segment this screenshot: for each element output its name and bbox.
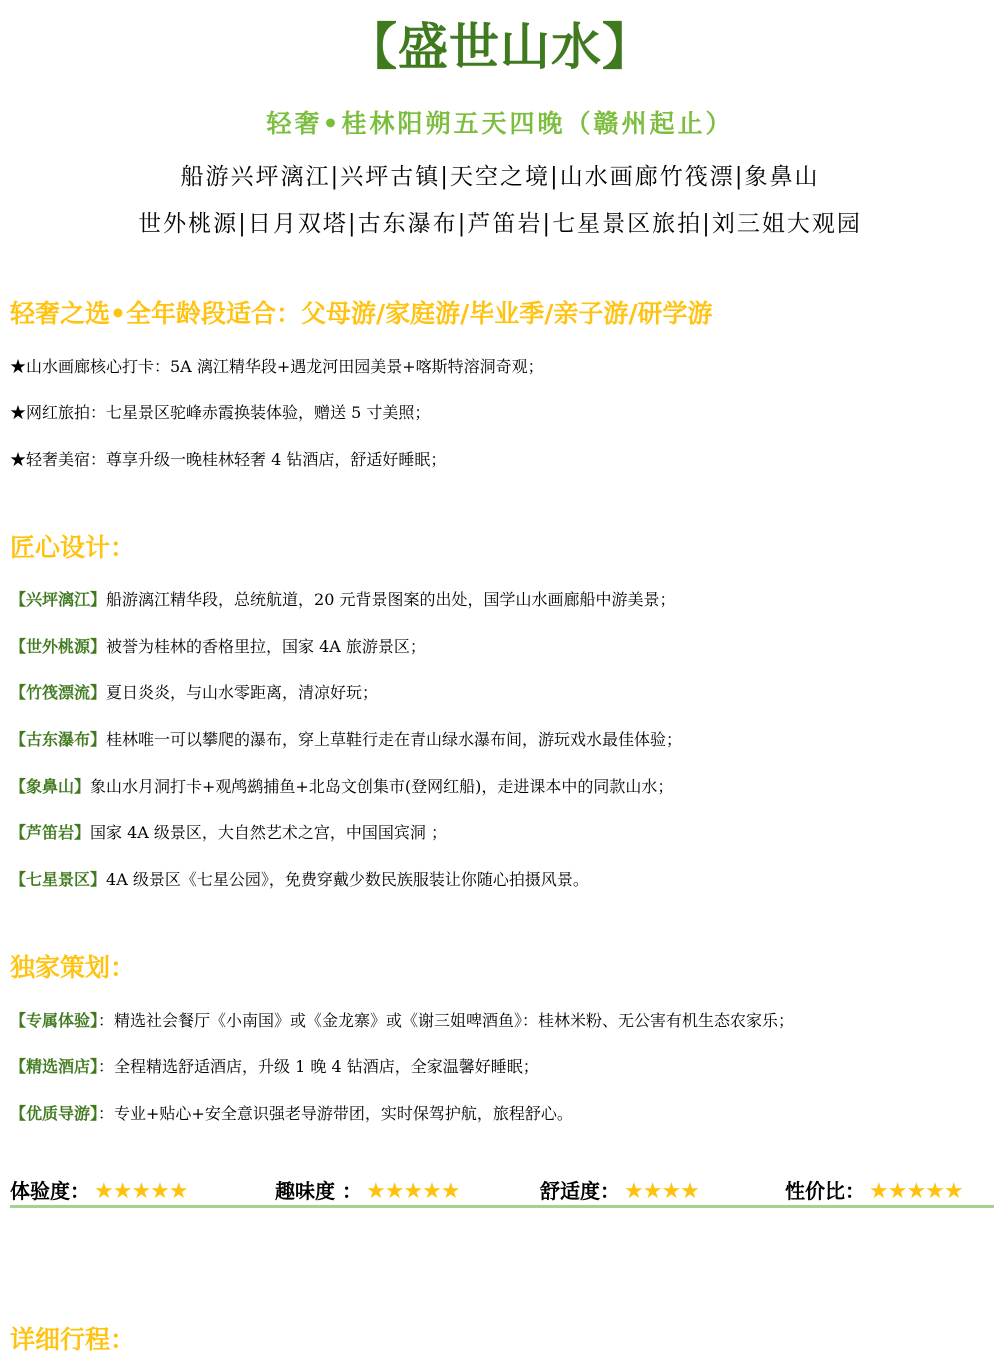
exclusive-item-text: ：全程精选舒适酒店，升级 1 晚 4 钻酒店，全家温馨好睡眠； bbox=[98, 1057, 539, 1076]
design-item-text: 船游漓江精华段，总统航道，20 元背景图案的出处，国学山水画廊船中游美景； bbox=[106, 590, 676, 609]
exclusive-item bbox=[10, 1101, 573, 1127]
design-item bbox=[10, 680, 378, 706]
design-item bbox=[10, 820, 447, 846]
rating-experience bbox=[10, 1176, 188, 1206]
design-item-tag: 【七星景区】 bbox=[10, 870, 107, 889]
design-item-text: 夏日炎炎，与山水零距离，清凉好玩； bbox=[106, 683, 379, 702]
design-item bbox=[10, 774, 673, 800]
highlight-item: ★轻奢美宿：尊享升级一晚桂林轻奢 4 钻酒店，舒适好睡眠； bbox=[10, 450, 447, 469]
route-line-1: 船游兴坪漓江|兴坪古镇|天空之境|山水画廊竹筏漂|象鼻山 bbox=[180, 164, 820, 190]
rating-label: 舒适度： bbox=[540, 1179, 620, 1203]
route-line-2: 世外桃源|日月双塔|古东瀑布|芦笛岩|七星景区旅拍|刘三姐大观园 bbox=[138, 211, 862, 237]
design-heading: 匠心设计： bbox=[10, 533, 136, 562]
rating-label: 趣味度 ： bbox=[275, 1179, 362, 1203]
design-item-tag: 【兴坪漓江】 bbox=[10, 590, 107, 609]
exclusive-item-text: ：精选社会餐厅《小南国》或《金龙寨》或《谢三姐啤酒鱼》：桂林米粉、无公害有机生态农家乐； bbox=[98, 1011, 795, 1030]
design-item-tag: 【古东瀑布】 bbox=[10, 730, 107, 749]
highlight-item: ★网红旅拍：七星景区驼峰赤霞换装体验，赠送 5 寸美照； bbox=[10, 403, 431, 422]
exclusive-item-tag: 【专属体验】 bbox=[10, 1011, 99, 1030]
exclusive-heading: 独家策划： bbox=[10, 953, 136, 982]
highlights-heading: 轻奢之选•全年龄段适合：父母游/家庭游/毕业季/亲子游/研学游 bbox=[10, 299, 713, 328]
design-item-tag: 【竹筏漂流】 bbox=[10, 683, 107, 702]
exclusive-item-tag: 【精选酒店】 bbox=[10, 1057, 99, 1076]
design-item bbox=[10, 727, 682, 753]
star-rating-icon: ★★★★★ bbox=[869, 1179, 963, 1204]
ratings-bar bbox=[10, 1176, 994, 1208]
page-subtitle: 轻奢•桂林阳朔五天四晚（赣州起止） bbox=[266, 109, 734, 138]
design-item-text: 象山水月洞打卡+观鸬鹚捕鱼+北岛文创集市(登网红船)，走进课本中的同款山水； bbox=[90, 777, 674, 796]
design-item-tag: 【象鼻山】 bbox=[10, 777, 91, 796]
design-item bbox=[10, 867, 589, 893]
design-item bbox=[10, 587, 675, 613]
star-rating-icon: ★★★★ bbox=[624, 1179, 699, 1204]
exclusive-item bbox=[10, 1054, 539, 1080]
design-item-text: 被誉为桂林的香格里拉，国家 4A 旅游景区； bbox=[106, 637, 426, 656]
exclusive-item-text: ：专业+贴心+安全意识强老导游带团，实时保驾护航，旅程舒心。 bbox=[98, 1104, 573, 1123]
star-rating-icon: ★★★★★ bbox=[365, 1179, 460, 1204]
rating-label: 性价比： bbox=[785, 1179, 865, 1203]
rating-value bbox=[785, 1176, 963, 1206]
itinerary-heading: 详细行程： bbox=[10, 1325, 136, 1354]
exclusive-item bbox=[10, 1008, 794, 1034]
design-item-tag: 【世外桃源】 bbox=[10, 637, 107, 656]
design-item-text: 国家 4A 级景区，大自然艺术之宫，中国国宾洞 ； bbox=[90, 823, 448, 842]
design-item-tag: 【芦笛岩】 bbox=[10, 823, 91, 842]
star-rating-icon: ★★★★★ bbox=[94, 1179, 188, 1204]
design-item bbox=[10, 634, 426, 660]
highlight-item: ★山水画廊核心打卡：5A 漓江精华段+遇龙河田园美景+喀斯特溶洞奇观； bbox=[10, 357, 544, 376]
page-title: 【盛世山水】 bbox=[347, 18, 653, 76]
rating-fun bbox=[275, 1176, 460, 1206]
exclusive-item-tag: 【优质导游】 bbox=[10, 1104, 99, 1123]
design-item-text: 4A 级景区《七星公园》，免费穿戴少数民族服装让你随心拍摄风景。 bbox=[106, 870, 589, 889]
ratings-divider bbox=[10, 1205, 994, 1208]
rating-label: 体验度： bbox=[10, 1179, 90, 1203]
rating-comfort bbox=[540, 1176, 699, 1206]
design-item-text: 桂林唯一可以攀爬的瀑布，穿上草鞋行走在青山绿水瀑布间，游玩戏水最佳体验； bbox=[106, 730, 683, 749]
